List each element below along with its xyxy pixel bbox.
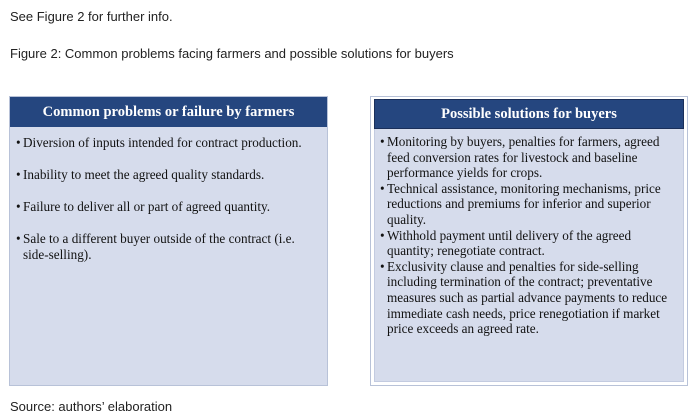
figure-caption: Figure 2: Common problems facing farmers and possible solutions for buyers xyxy=(10,46,454,61)
solution-item xyxy=(380,228,680,259)
solution-item-text: Withhold payment until delivery of the agreed quantity; renegotiate contract. xyxy=(387,227,632,259)
problem-item-text: Failure to deliver all or part of agreed quantity. xyxy=(23,199,271,214)
solution-item-text: Monitoring by buyers, penalties for farmers, agreed feed conversion rates for livestock and baseline performance yields for crops. xyxy=(387,134,660,181)
solutions-header-text: Possible solutions for buyers xyxy=(441,106,617,122)
solution-item xyxy=(380,134,680,181)
solution-item-text: Technical assistance, monitoring mechanisms, price reductions and premiums for inferior and superior quality. xyxy=(387,180,661,227)
problems-header xyxy=(10,97,327,127)
source-note: Source: authors’ elaboration xyxy=(10,399,173,414)
solutions-header xyxy=(374,99,684,129)
bullet-icon: • xyxy=(16,231,21,246)
problems-header-text: Common problems or failure by farmers xyxy=(42,104,295,120)
problem-item-text: Inability to meet the agreed quality standards. xyxy=(23,167,265,182)
bullet-icon: • xyxy=(16,167,21,182)
solution-item-text: Exclusivity clause and penalties for side-selling including termination of the contract; preventative measures such as partial advance payments to reduce immediate cash needs, price renegotiation if market price exceeds an agreed rate. xyxy=(387,258,668,337)
problem-item-text: Diversion of inputs intended for contract production. xyxy=(23,135,302,150)
problem-item xyxy=(16,199,321,215)
bullet-icon: • xyxy=(16,135,21,150)
solution-item xyxy=(380,259,680,337)
bullet-icon: • xyxy=(380,227,385,243)
problem-item xyxy=(16,135,321,151)
bullet-icon: • xyxy=(380,258,385,274)
intro-text: See Figure 2 for further info. xyxy=(10,9,173,24)
problems-list xyxy=(10,127,327,263)
problem-item-text: Sale to a different buyer outside of the contract (i.e. side-selling). xyxy=(23,231,295,262)
bullet-icon: • xyxy=(380,134,385,149)
bullet-icon: • xyxy=(380,180,385,196)
solution-item xyxy=(380,181,680,228)
problem-item xyxy=(16,231,321,263)
solutions-body xyxy=(374,129,684,382)
problems-panel xyxy=(9,96,328,386)
problem-item xyxy=(16,167,321,183)
bullet-icon: • xyxy=(16,199,21,214)
solutions-panel xyxy=(370,96,688,386)
solutions-list xyxy=(375,129,683,337)
